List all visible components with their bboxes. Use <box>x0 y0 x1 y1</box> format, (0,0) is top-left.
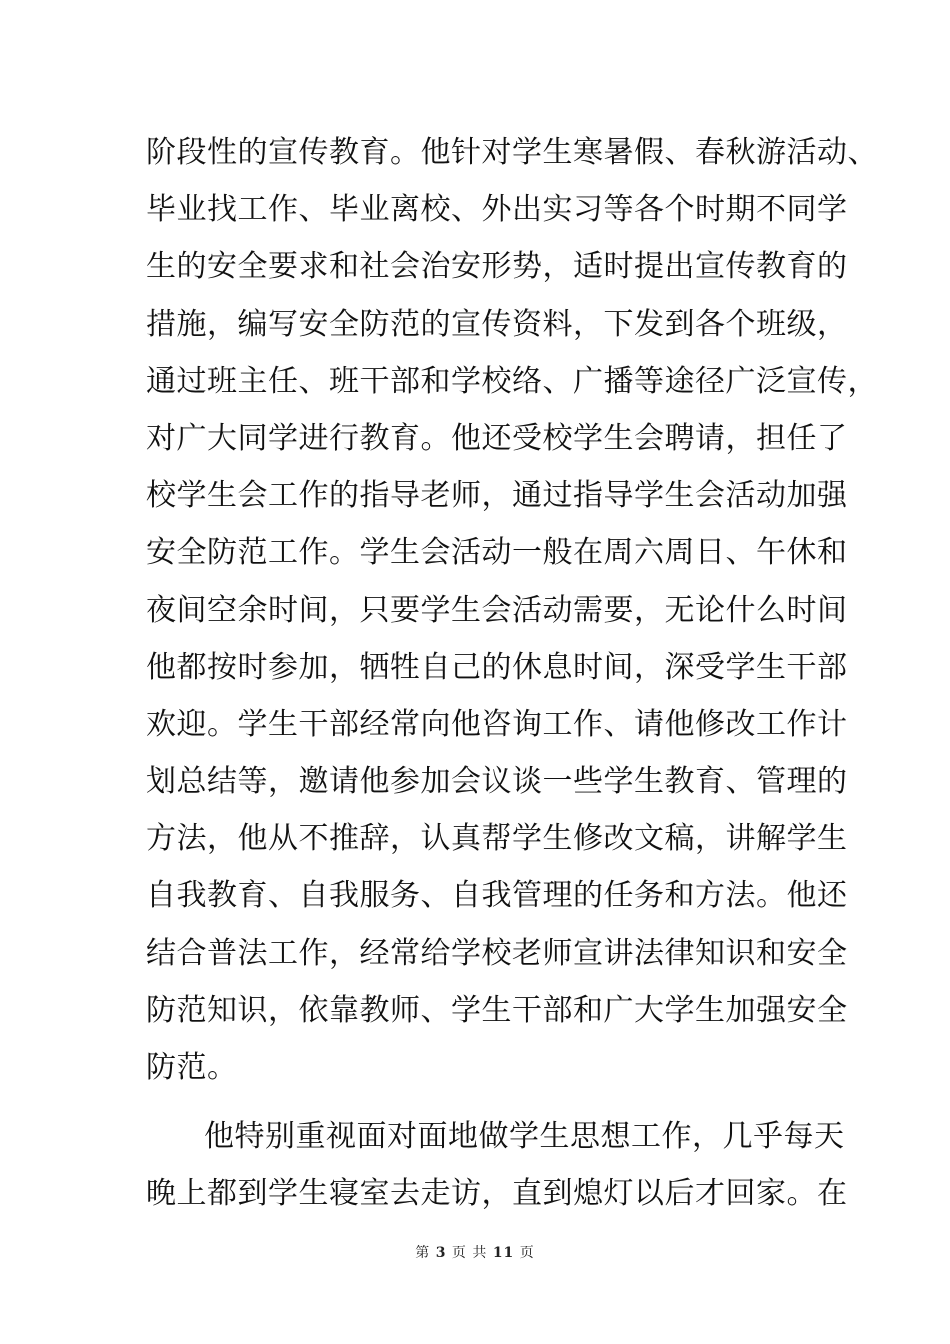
text-line: 措施，编写安全防范的宣传资料，下发到各个班级， <box>146 306 848 342</box>
text-line: 对广大同学进行教育。他还受校学生会聘请，担任了 <box>146 420 848 456</box>
paragraph-1 <box>146 124 878 1096</box>
text-line: 他特别重视面对面地做学生思想工作，几乎每天 <box>204 1119 845 1155</box>
text-line: 通过班主任、班干部和学校络、广播等途径广泛宣传， <box>146 363 878 399</box>
current-page-number: 3 <box>435 1245 447 1261</box>
paragraph-2 <box>146 1108 848 1222</box>
text-line: 生的安全要求和社会治安形势，适时提出宣传教育的 <box>146 249 848 285</box>
paragraph-spacer <box>146 1096 816 1108</box>
footer-middle: 页 共 <box>451 1245 488 1261</box>
text-line: 他都按时参加，牺牲自己的休息时间，深受学生干部 <box>146 649 848 685</box>
page-footer <box>0 1242 950 1262</box>
text-line: 欢迎。学生干部经常向他咨询工作、请他修改工作计 <box>146 706 848 742</box>
body-text <box>146 124 878 1223</box>
text-line: 防范知识，依靠教师、学生干部和广大学生加强安全 <box>146 992 848 1028</box>
text-line: 自我教育、自我服务、自我管理的任务和方法。他还 <box>146 878 848 914</box>
text-line: 安全防范工作。学生会活动一般在周六周日、午休和 <box>146 535 848 571</box>
text-line: 毕业找工作、毕业离校、外出实习等各个时期不同学 <box>146 192 848 228</box>
text-line: 划总结等，邀请他参加会议谈一些学生教育、管理的 <box>146 764 848 800</box>
text-line: 晚上都到学生寝室去走访，直到熄灯以后才回家。在 <box>146 1176 848 1212</box>
text-line: 方法，他从不推辞，认真帮学生修改文稿，讲解学生 <box>146 821 848 857</box>
text-line: 阶段性的宣传教育。他针对学生寒暑假、春秋游活动、 <box>146 135 878 170</box>
text-line: 校学生会工作的指导老师，通过指导学生会活动加强 <box>146 478 848 514</box>
footer-prefix: 第 <box>415 1245 431 1261</box>
text-line: 防范。 <box>146 1050 238 1085</box>
total-pages-number: 11 <box>492 1245 515 1261</box>
text-line: 夜间空余时间，只要学生会活动需要，无论什么时间 <box>146 592 848 628</box>
text-line: 结合普法工作，经常给学校老师宣讲法律知识和安全 <box>146 935 848 971</box>
footer-suffix: 页 <box>519 1245 535 1261</box>
